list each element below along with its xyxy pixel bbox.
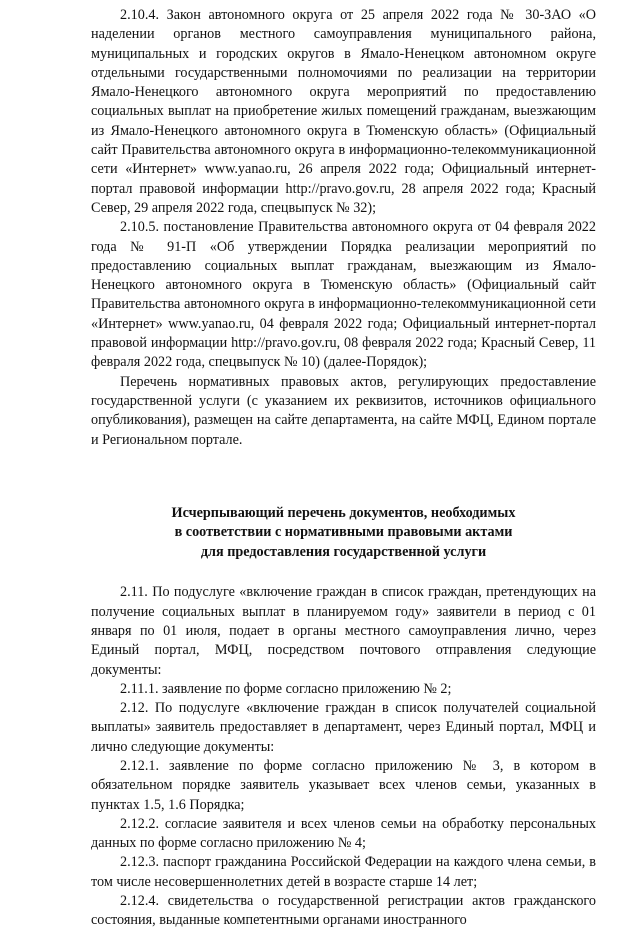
paragraph-2-12-3: 2.12.3. паспорт гражданина Российской Федерации на каждого члена семьи, в том числе несовершеннолетних детей в возрасте старше 14 лет; (91, 854, 596, 890)
paragraph-2-10-4: 2.10.4. Закон автономного округа от 25 апреля 2022 года № 30-ЗАО «О наделении органов местного самоуправления муниципального района, муниципальных и городских округов в Ямало-Ненецком автономном округе отдельными государственными полномочиями по реализации на территории Ямало-Ненецкого автономного округа мероприятий по предоставлению социальных выплат на приобретение жилых помещений гражданам, выезжающим из Ямало-Ненецкого автономного округа в Тюменскую область» (Официальный сайт Правительства автономного округа в информационно-телекоммуникационной сети «Интернет» www.yanao.ru, 26 апреля 2022 года; Официальный интернет-портал правовой информации http://pravo.gov.ru, 28 апреля 2022 года; Красный Север, 29 апреля 2022 года, спецвыпуск № 32); (91, 7, 596, 216)
paragraph-2-12-4: 2.12.4. свидетельства о государственной регистрации актов гражданского состояния, выданные компетентными органами иностранного (91, 893, 596, 929)
paragraph-2-12-2: 2.12.2. согласие заявителя и всех членов семьи на обработку персональных данных по форме согласно приложению № 4; (91, 815, 596, 852)
paragraph-2-11-1: 2.11.1. заявление по форме согласно приложению № 2; (120, 680, 452, 697)
paragraph-2-12: 2.12. По подуслуге «включение граждан в список получателей социальной выплаты» заявитель предоставляет в департамент, через Единый портал, МФЦ и лично следующие документы: (91, 700, 596, 755)
heading-line-3: для предоставления государственной услуги (200, 543, 487, 560)
heading-line-1: Исчерпывающий перечень документов, необходимых (171, 504, 516, 521)
document-page (91, 0, 596, 931)
heading-line-2: в соответствии с нормативными правовыми актами (174, 524, 513, 541)
section-heading (91, 504, 596, 563)
paragraph-2-12-1: 2.12.1. заявление по форме согласно приложению № 3, в котором в обязательном порядке заявитель указывает всех членов семьи, указанных в пунктах 1.5, 1.6 Порядка; (91, 758, 596, 813)
paragraph-2-10-5: 2.10.5. постановление Правительства автономного округа от 04 февраля 2022 года № 91-П «Об утверждении Порядка реализации мероприятий по предоставлению социальных выплат гражданам, выезжающим из Ямало-Ненецкого автономного округа в Тюменскую область» (Официальный сайт Правительства автономного округа в информационно-телекоммуникационной сети «Интернет» www.yanao.ru, 04 февраля 2022 года; Официальный интернет-портал правовой информации http://pravo.gov.ru, 08 февраля 2022 года; Красный Север, 11 февраля 2022 года, спецвыпуск № 10) (далее-Порядок); (91, 219, 596, 371)
paragraph-2-11: 2.11. По подуслуге «включение граждан в список граждан, претендующих на получение социальных выплат в планируемом году» заявители в период с 01 января по 01 июля, подает в органы местного самоуправления лично, через Единый портал, МФЦ, посредством почтового отправления следующие документы: (91, 584, 596, 678)
paragraph-normative-acts-list: Перечень нормативных правовых актов, регулирующих предоставление государственной услуги (с указанием их реквизитов, источников официального опубликования), размещен на сайте департамента, на сайте МФЦ, Едином портале и Региональном портале. (91, 373, 596, 448)
